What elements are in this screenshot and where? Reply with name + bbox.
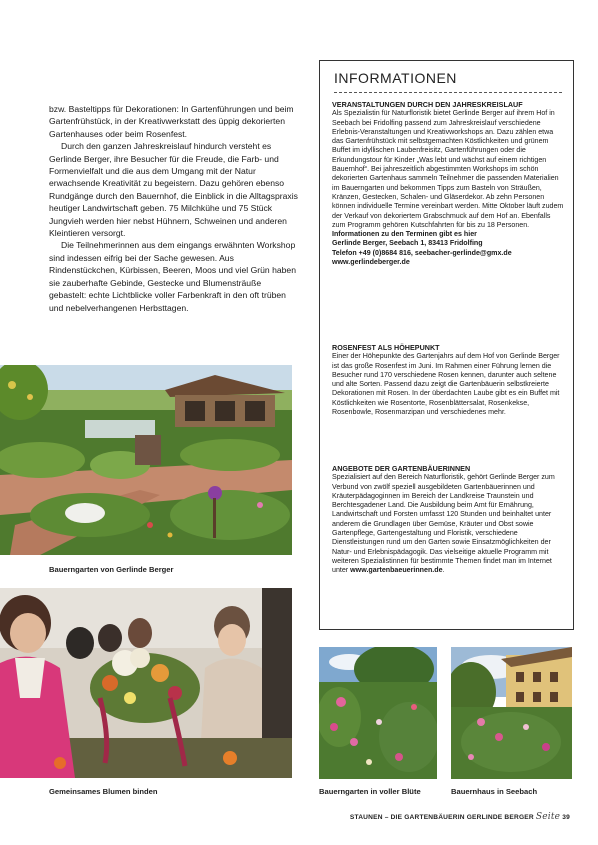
caption-garden: Bauerngarten von Gerlinde Berger	[49, 565, 174, 574]
info-divider	[334, 92, 562, 93]
info-title: INFORMATIONEN	[334, 70, 457, 86]
bloom-photo	[319, 647, 437, 779]
info-heading-offers: ANGEBOTE DER GARTENBÄUERINNEN	[332, 464, 471, 473]
footer-page-word: Seite	[535, 812, 561, 822]
footer-title: STAUNEN – DIE GARTENBÄUERIN GERLINDE BERGER	[349, 814, 534, 821]
article-paragraph: Durch den ganzen Jahreskreislauf hindurch versteht es Gerlinde Berger, ihre Besucher für die Freude, die Farb- und Formenvielfalt und die aus dem Umgang mit der Natur erwachsende Kreativität zu begeistern. Dazu gehören ebenso Rundgänge durch den Bauernhof, die Einblick in die Alltagspraxis heutiger Landwirtschaft geben. 75 Milchkühe und 75 Stück Jungvieh werden hier nebst Hühnern, Schweinen und anderen Kleintieren versorgt.	[49, 141, 298, 239]
info-text-offers: Spezialisiert auf den Bereich Naturfloristik, gehört Gerlinde Berger zum Verbund von zwölf speziell ausgebildeten Gartenbäuerinnen und Kräuterpädagoginnen im Bereich der Landkreise Traunstein und Berchtesgadener Land. Die Ausbildung beim Amt für Ernährung, Landwirtschaft und Forsten umfasst 120 Stunden und beinhaltet unter anderem die Grundlagen über Gemüse, Kräuter und Obst sowie Gartenpflege, Gartengestaltung und Floristik, verschiedene Dienstleistungen rund um den Garten sowie Einsatzmöglichkeiten der Natur- und Erlebnispädagogik. Das vielseitige aktuelle Programm mit weiteren Spezialistinnen für bestimmte Themen findet man im Internet unter	[332, 473, 555, 575]
info-contact-intro: Informationen zu den Terminen gibt es hier	[332, 230, 477, 239]
garden-photo	[0, 365, 292, 555]
info-contact-website[interactable]: www.gerlindeberger.de	[332, 258, 410, 267]
info-offers-link[interactable]: www.gartenbaeuerinnen.de	[350, 566, 443, 575]
info-heading-rosenfest: ROSENFEST ALS HÖHEPUNKT	[332, 343, 440, 352]
workshop-photo	[0, 588, 292, 778]
article-body	[49, 103, 298, 314]
info-text-events: Als Spezialistin für Naturfloristik bietet Gerlinde Berger auf ihrem Hof in Seebach bei Fridolfing passend zum Jahreskreislauf verschiedene Erlebnis-Veranstaltungen und Kreativworkshops an. Dazu zählen etwa das Gartenfrühstück mit selbstgemachten Köstlichkeiten und grünem Buffet im idyllischen Laubenfreisitz, Gartenführungen oder die Erkundungstour für Kinder „Was lebt und wächst auf einem richtigen Bauernhof“. Bei jahreszeitlich abgestimmten Workshops im schön dekorierten Gartenhaus sammeln Teilnehmer die passenden Materialien im Bauerngarten und bekommen Tipps zum Basteln von Sträußen, Kränzen, Gestecken, Schalen- und Gläserdekor. Ab zehn Personen können individuelle Termine vereinbart werden. Mitte Oktober läuft zudem der Verkauf von dekoriertem Grabschmuck auf dem Hof an. Ebenfalls zum Programm gehören Kutschfahrten für bis zu 18 Personen.	[332, 109, 564, 229]
farmhouse-photo	[451, 647, 572, 779]
caption-bloom: Bauerngarten in voller Blüte	[319, 787, 421, 796]
page-footer	[350, 812, 570, 822]
info-section-rosenfest	[332, 343, 565, 417]
info-contact-phone: Telefon +49 (0)8684 816, seebacher-gerlinde@gmx.de	[332, 248, 512, 257]
info-text-rosenfest: Einer der Höhepunkte des Gartenjahrs auf dem Hof von Gerlinde Berger ist das große Rosenfest im Juni. Im Rahmen einer Führung lernen die Besucher rund 170 verschiedene Rosen kennen, darunter auch seltene und alte Sorten. Passend dazu zeigt die Gartenbäuerin selbstkreierte Dekorationen mit Rosen. In der überdachten Laube gibt es ein Buffet mit Köstlichkeiten wie Rosentorte, Rosenblättersalat, Rosenkekse, Rosenbowle, Rosenmarzipan und verschiedenes mehr.	[332, 352, 560, 417]
info-offers-end: .	[442, 566, 445, 575]
info-section-offers	[332, 464, 565, 576]
article-paragraph: Die Teilnehmerinnen aus dem eingangs erwähnten Workshop sind indessen eifrig bei der Sache gewesen. Aus Rindenstückchen, Kürbissen, Beeren, Moos und viel Grün haben sie zauberhafte Gebinde, Gestecke und Blumensträuße gebastelt: echte Lichtblicke voller Farbenkraft in den oft trüben und nebelverhangenen Herbsttagen.	[49, 240, 296, 313]
info-section-events	[332, 100, 565, 267]
info-contact-address: Gerlinde Berger, Seebach 1, 83413 Fridolfing	[332, 239, 483, 248]
article-paragraph: bzw. Basteltipps für Dekorationen: In Gartenführungen und beim Gartenfrühstück, in der Kreativwerkstatt des üppig dekorierten Gartenhauses oder beim Rosenfest.	[49, 104, 294, 139]
page-number: 39	[562, 814, 570, 821]
caption-workshop: Gemeinsames Blumen binden	[49, 787, 158, 796]
info-heading-events: VERANSTALTUNGEN DURCH DEN JAHRESKREISLAUF	[332, 100, 523, 109]
caption-farmhouse: Bauernhaus in Seebach	[451, 787, 538, 796]
